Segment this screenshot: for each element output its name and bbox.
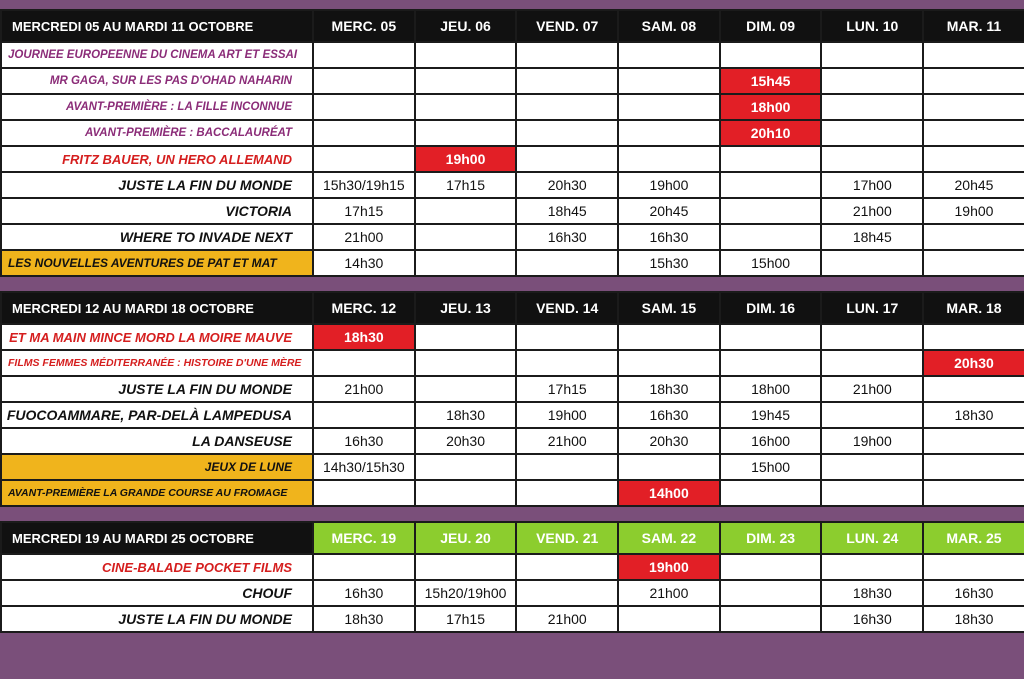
showtime-cell [821,42,923,68]
showtime-cell [516,68,618,94]
showtime-cell: 20h45 [923,172,1024,198]
day-header: LUN. 24 [821,522,923,554]
day-header: LUN. 10 [821,10,923,42]
film-title: FILMS FEMMES MÉDITERRANÉE : HISTOIRE D'UNE MÈRE [1,350,313,376]
showtime-cell: 18h30 [821,580,923,606]
showtime-cell: 18h30 [415,402,517,428]
showtime-cell: 14h30 [313,250,415,276]
showtime-cell [923,250,1024,276]
film-row [1,146,1024,172]
film-title: JEUX DE LUNE [1,454,313,480]
film-row [1,172,1024,198]
showtime-cell [415,198,517,224]
day-header: DIM. 23 [720,522,822,554]
showtime-cell [923,554,1024,580]
showtime-cell [415,376,517,402]
showtime-cell [415,94,517,120]
showtime-cell: 19h00 [821,428,923,454]
showtime-cell [923,428,1024,454]
showtime-cell [618,68,720,94]
film-title: AVANT-PREMIÈRE : LA FILLE INCONNUE [1,94,313,120]
film-title: ET MA MAIN MINCE MORD LA MOIRE MAUVE [1,324,313,350]
showtime-cell: 16h30 [923,580,1024,606]
day-header: VEND. 07 [516,10,618,42]
showtime-cell [313,42,415,68]
film-title: FUOCOAMMARE, PAR-DELÀ LAMPEDUSA [1,402,313,428]
special-showtime: 18h30 [313,324,415,350]
showtime-cell [516,454,618,480]
showtime-cell: 19h00 [516,402,618,428]
film-row [1,250,1024,276]
day-header: DIM. 16 [720,292,822,324]
showtime-cell: 17h15 [516,376,618,402]
week-title: MERCREDI 19 AU MARDI 25 OCTOBRE [1,522,313,554]
showtime-cell [415,120,517,146]
showtime-cell: 21h00 [618,580,720,606]
showtime-cell [313,94,415,120]
showtime-cell [923,324,1024,350]
film-row [1,402,1024,428]
showtime-cell: 16h30 [313,580,415,606]
showtime-cell [313,554,415,580]
special-showtime: 19h00 [618,554,720,580]
showtime-cell [415,68,517,94]
showtime-cell: 17h00 [821,172,923,198]
special-showtime: 18h00 [720,94,822,120]
showtime-cell [923,224,1024,250]
showtime-cell [720,554,822,580]
film-row [1,350,1024,376]
showtime-cell [313,480,415,506]
showtime-cell [923,376,1024,402]
film-title: CHOUF [1,580,313,606]
showtime-cell [516,250,618,276]
showtime-cell [516,120,618,146]
film-title: AVANT-PREMIÈRE LA GRANDE COURSE AU FROMAGE [1,480,313,506]
showtime-cell: 16h30 [516,224,618,250]
showtime-cell [923,42,1024,68]
special-showtime: 20h10 [720,120,822,146]
day-header: MAR. 25 [923,522,1024,554]
showtime-cell [618,454,720,480]
week-title: MERCREDI 05 AU MARDI 11 OCTOBRE [1,10,313,42]
showtime-cell [923,146,1024,172]
showtime-cell [516,480,618,506]
showtime-cell [923,120,1024,146]
week-separator [0,507,1024,521]
showtime-cell: 20h45 [618,198,720,224]
showtime-cell: 18h45 [516,198,618,224]
showtime-cell: 18h30 [313,606,415,632]
day-header: MERC. 12 [313,292,415,324]
showtime-cell [618,324,720,350]
showtime-cell: 16h30 [313,428,415,454]
film-title: FRITZ BAUER, UN HERO ALLEMAND [1,146,313,172]
showtime-cell: 21h00 [821,198,923,224]
showtime-cell [313,120,415,146]
showtime-cell: 16h30 [821,606,923,632]
week-schedule-table [0,521,1024,633]
film-title: JUSTE LA FIN DU MONDE [1,172,313,198]
showtime-cell [821,120,923,146]
showtime-cell: 21h00 [313,224,415,250]
showtime-cell: 17h15 [415,172,517,198]
film-row [1,94,1024,120]
showtime-cell: 21h00 [516,606,618,632]
showtime-cell: 19h45 [720,402,822,428]
day-header: VEND. 21 [516,522,618,554]
film-title: JUSTE LA FIN DU MONDE [1,376,313,402]
showtime-cell [923,68,1024,94]
showtime-cell: 19h00 [923,198,1024,224]
showtime-cell [516,324,618,350]
showtime-cell: 15h20/19h00 [415,580,517,606]
showtime-cell: 15h30 [618,250,720,276]
showtime-cell [618,42,720,68]
showtime-cell [618,120,720,146]
showtime-cell: 16h00 [720,428,822,454]
showtime-cell [618,146,720,172]
film-title: MR GAGA, SUR LES PAS D'OHAD NAHARIN [1,68,313,94]
showtime-cell [821,554,923,580]
week-schedule-table [0,291,1024,507]
film-row [1,580,1024,606]
showtime-cell [923,94,1024,120]
day-header: VEND. 14 [516,292,618,324]
showtime-cell [821,402,923,428]
showtime-cell [720,324,822,350]
week-title: MERCREDI 12 AU MARDI 18 OCTOBRE [1,292,313,324]
showtime-cell [415,42,517,68]
week-header-row [1,522,1024,554]
top-separator [0,0,1024,9]
day-header: JEU. 06 [415,10,517,42]
film-title: JUSTE LA FIN DU MONDE [1,606,313,632]
film-row [1,68,1024,94]
showtime-cell: 18h00 [720,376,822,402]
film-title: CINE-BALADE POCKET FILMS [1,554,313,580]
showtime-cell: 18h30 [923,402,1024,428]
day-header: MERC. 19 [313,522,415,554]
showtime-cell [415,554,517,580]
week-header-row [1,292,1024,324]
showtime-cell [415,480,517,506]
showtime-cell [821,350,923,376]
film-row [1,42,1024,68]
showtime-cell: 18h30 [923,606,1024,632]
showtime-cell: 21h00 [516,428,618,454]
showtime-cell: 17h15 [313,198,415,224]
showtime-cell [516,146,618,172]
showtime-cell [313,146,415,172]
showtime-cell [720,580,822,606]
showtime-cell [720,172,822,198]
film-row [1,554,1024,580]
showtime-cell: 20h30 [516,172,618,198]
week-schedule-table [0,9,1024,277]
day-header: SAM. 08 [618,10,720,42]
day-header: SAM. 15 [618,292,720,324]
day-header: MAR. 18 [923,292,1024,324]
day-header: SAM. 22 [618,522,720,554]
special-showtime: 20h30 [923,350,1024,376]
showtime-cell [313,402,415,428]
showtime-cell: 17h15 [415,606,517,632]
showtime-cell: 18h30 [618,376,720,402]
showtime-cell [720,42,822,68]
showtime-cell [720,198,822,224]
showtime-cell [516,94,618,120]
showtime-cell: 16h30 [618,402,720,428]
showtime-cell [821,454,923,480]
film-row [1,428,1024,454]
showtime-cell [821,68,923,94]
showtime-cell: 16h30 [618,224,720,250]
film-title: LES NOUVELLES AVENTURES DE PAT ET MAT [1,250,313,276]
day-header: MERC. 05 [313,10,415,42]
film-row [1,324,1024,350]
showtime-cell [618,606,720,632]
film-title: LA DANSEUSE [1,428,313,454]
special-showtime: 15h45 [720,68,822,94]
showtime-cell [618,350,720,376]
week-separator [0,277,1024,291]
special-showtime: 19h00 [415,146,517,172]
showtime-cell: 18h45 [821,224,923,250]
showtime-cell [516,580,618,606]
showtime-cell [821,146,923,172]
showtime-cell [923,454,1024,480]
showtime-cell [415,454,517,480]
day-header: DIM. 09 [720,10,822,42]
showtime-cell: 19h00 [618,172,720,198]
showtime-cell [516,554,618,580]
film-title: WHERE TO INVADE NEXT [1,224,313,250]
day-header: JEU. 13 [415,292,517,324]
showtime-cell [415,250,517,276]
film-row [1,224,1024,250]
showtime-cell [821,480,923,506]
film-row [1,198,1024,224]
showtime-cell [415,324,517,350]
week-header-row [1,10,1024,42]
showtime-cell: 15h00 [720,454,822,480]
film-title: AVANT-PREMIÈRE : BACCALAURÉAT [1,120,313,146]
showtime-cell [821,250,923,276]
showtime-cell [516,350,618,376]
showtime-cell: 21h00 [821,376,923,402]
showtime-cell [720,224,822,250]
showtime-cell: 20h30 [415,428,517,454]
day-header: LUN. 17 [821,292,923,324]
film-row [1,376,1024,402]
showtime-cell: 15h00 [720,250,822,276]
showtime-cell: 21h00 [313,376,415,402]
showtime-cell [720,480,822,506]
day-header: MAR. 11 [923,10,1024,42]
film-row [1,480,1024,506]
showtime-cell [415,350,517,376]
showtime-cell: 14h30/15h30 [313,454,415,480]
showtime-cell [618,94,720,120]
showtime-cell [516,42,618,68]
showtime-cell [720,146,822,172]
showtime-cell [821,324,923,350]
showtime-cell: 20h30 [618,428,720,454]
film-row [1,454,1024,480]
showtime-cell [923,480,1024,506]
showtime-cell [415,224,517,250]
special-showtime: 14h00 [618,480,720,506]
showtime-cell: 15h30/19h15 [313,172,415,198]
film-row [1,606,1024,632]
showtime-cell [313,68,415,94]
showtime-cell [720,350,822,376]
film-title: VICTORIA [1,198,313,224]
showtime-cell [821,94,923,120]
film-row [1,120,1024,146]
film-title: JOURNEE EUROPEENNE DU CINEMA ART ET ESSAI [1,42,313,68]
showtime-cell [720,606,822,632]
day-header: JEU. 20 [415,522,517,554]
showtime-cell [313,350,415,376]
